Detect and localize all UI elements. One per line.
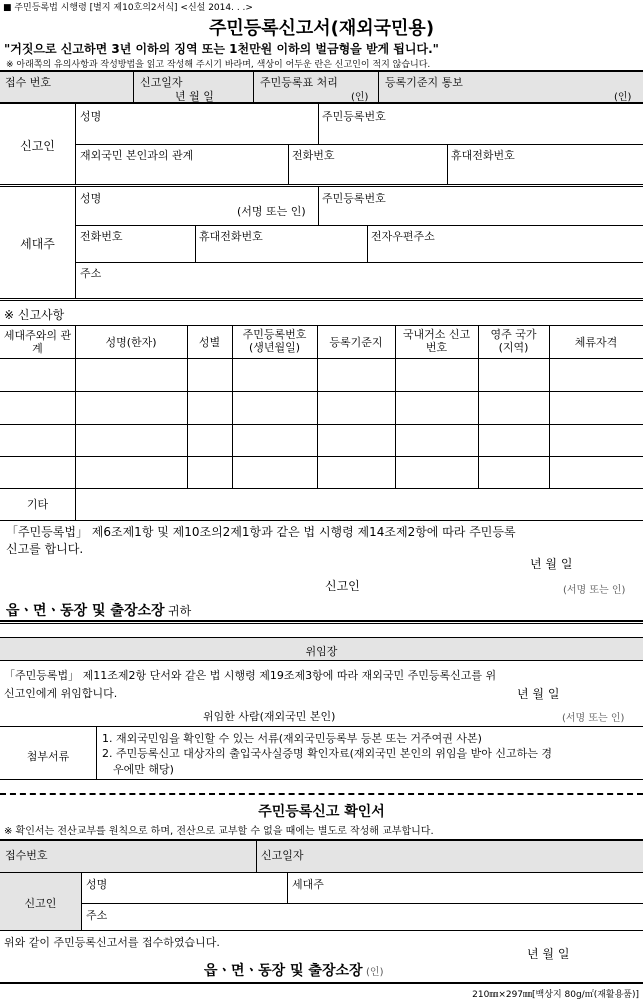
col-domicile: 등록기준지 (329, 336, 383, 349)
notice-seal: (인) (614, 92, 632, 103)
attachment-item-2-cont: 우에만 해당) (113, 763, 174, 776)
reporter-mobile-label: 휴대전화번호 (451, 149, 515, 162)
householder-sign-label: (서명 또는 인) (237, 205, 306, 218)
declaration-reporter-label: 신고인 (325, 579, 360, 593)
confirmation-seal: (인) (366, 967, 384, 978)
declaration-line2: 신고를 합니다. (6, 542, 84, 556)
cut-line (0, 793, 643, 795)
delegation-title: 위임장 (305, 645, 338, 658)
householder-section-label: 세대주 (20, 237, 55, 251)
delegation-date: 년 월 일 (517, 687, 560, 701)
confirmation-date-label: 신고일자 (261, 849, 304, 862)
form-title: 주민등록신고서(재외국민용) (208, 18, 435, 39)
householder-name-label: 성명 (80, 192, 102, 205)
col-relation: 세대주와의 관계 (3, 329, 72, 355)
householder-rrn-label: 주민등록번호 (322, 192, 386, 205)
confirmation-address-label: 주소 (86, 909, 108, 922)
confirmation-shade-top (0, 840, 643, 872)
confirmation-note: ※ 확인서는 전산교부를 원칙으로 하며, 전산으로 교부할 수 없을 때에는 별도로 작성해 교부합니다. (4, 826, 434, 837)
law-reference: ■ 주민등록법 시행령 [별지 제10호의2서식] <신설 2014. . .> (3, 3, 253, 13)
householder-email-label: 전자우편주소 (371, 230, 435, 243)
confirmation-statement: 위와 같이 주민등록신고서를 접수하였습니다. (4, 936, 220, 949)
confirmation-name-label: 성명 (86, 878, 108, 891)
addressee-suffix: 귀하 (168, 604, 192, 618)
domicile-notice-label: 등록기준지 통보 (385, 76, 463, 89)
col-permanent-country: 영주 국가 (지역) (490, 328, 537, 354)
other-label: 기타 (26, 498, 49, 511)
confirmation-reporter-label: 신고인 (24, 897, 57, 910)
householder-phone-label: 전화번호 (80, 230, 123, 243)
col-visa-status: 체류자격 (574, 336, 618, 349)
householder-address-label: 주소 (80, 267, 102, 280)
receipt-number-label: 접수 번호 (5, 76, 52, 89)
col-name-hanja: 성명(한자) (105, 336, 157, 349)
reporter-name-label: 성명 (80, 110, 102, 123)
declaration-date: 년 월 일 (530, 557, 573, 571)
delegation-line2: 신고인에게 위임합니다. (4, 687, 118, 700)
confirmation-title: 주민등록신고 확인서 (258, 804, 385, 820)
report-date-ymd: 년 월 일 (175, 90, 214, 103)
declaration-line1: 「주민등록법」 제6조제1항 및 제10조의2제1항과 같은 법 시행령 제14조제2항에 따라 주민등록 (6, 525, 516, 539)
table-row (0, 424, 643, 425)
confirmation-office (204, 960, 383, 980)
householder-mobile-label: 휴대전화번호 (199, 230, 263, 243)
attachment-item-2: 2. 주민등록신고 대상자의 출입국사실증명 확인자료(재외국민 본인의 위임을 받아 신고하는 경 (102, 747, 553, 760)
paper-spec: 210㎜×297㎜[백상지 80g/㎡(재활용품)] (472, 990, 639, 1000)
declaration-sign-label: (서명 또는 인) (563, 585, 626, 596)
instruction-note: ※ 아래쪽의 유의사항과 작성방법을 읽고 작성해 주시기 바라며, 색상이 어두운 란은 신고인이 적지 않습니다. (6, 60, 431, 70)
reporter-rrn-label: 주민등록번호 (322, 110, 386, 123)
attachments-label: 첨부서류 (26, 750, 70, 763)
addressee-title (6, 600, 191, 620)
report-date-label: 신고일자 (140, 76, 183, 89)
col-rrn: 주민등록번호 (생년월일) (242, 328, 307, 354)
reporter-phone-label: 전화번호 (292, 149, 335, 162)
delegation-line1: 「주민등록법」 제11조제2항 단서와 같은 법 시행령 제19조제3항에 따라 재외국민 주민등록신고를 위 (4, 669, 497, 682)
delegator-sign-label: (서명 또는 인) (562, 713, 625, 724)
table-row (0, 456, 643, 457)
register-seal: (인) (351, 92, 369, 103)
reporter-relation-label: 재외국민 본인과의 관계 (80, 149, 194, 162)
col-sex: 성별 (198, 336, 221, 349)
register-processing-label: 주민등록표 처리 (260, 76, 338, 89)
delegator-label: 위임한 사람(재외국민 본인) (203, 710, 336, 723)
table-row (0, 391, 643, 392)
confirmation-householder-label: 세대주 (292, 878, 324, 891)
addressee-office: 읍ㆍ면ㆍ동장 및 출장소장 (6, 603, 165, 619)
warning-text: "거짓으로 신고하면 3년 이하의 징역 또는 1천만원 이하의 벌금형을 받게 됩니다." (4, 42, 439, 56)
confirmation-office-title: 읍ㆍ면ㆍ동장 및 출장소장 (204, 963, 363, 979)
attachment-item-1: 1. 재외국민임을 확인할 수 있는 서류(재외국민등록부 등본 또는 거주여권 사본) (102, 732, 482, 745)
confirmation-receipt-label: 접수번호 (5, 849, 48, 862)
reporter-section-label: 신고인 (20, 139, 55, 153)
col-residence-no: 국내거소 신고번호 (402, 328, 471, 354)
report-section-title: ※ 신고사항 (4, 308, 65, 322)
confirmation-date: 년 월 일 (527, 947, 570, 961)
